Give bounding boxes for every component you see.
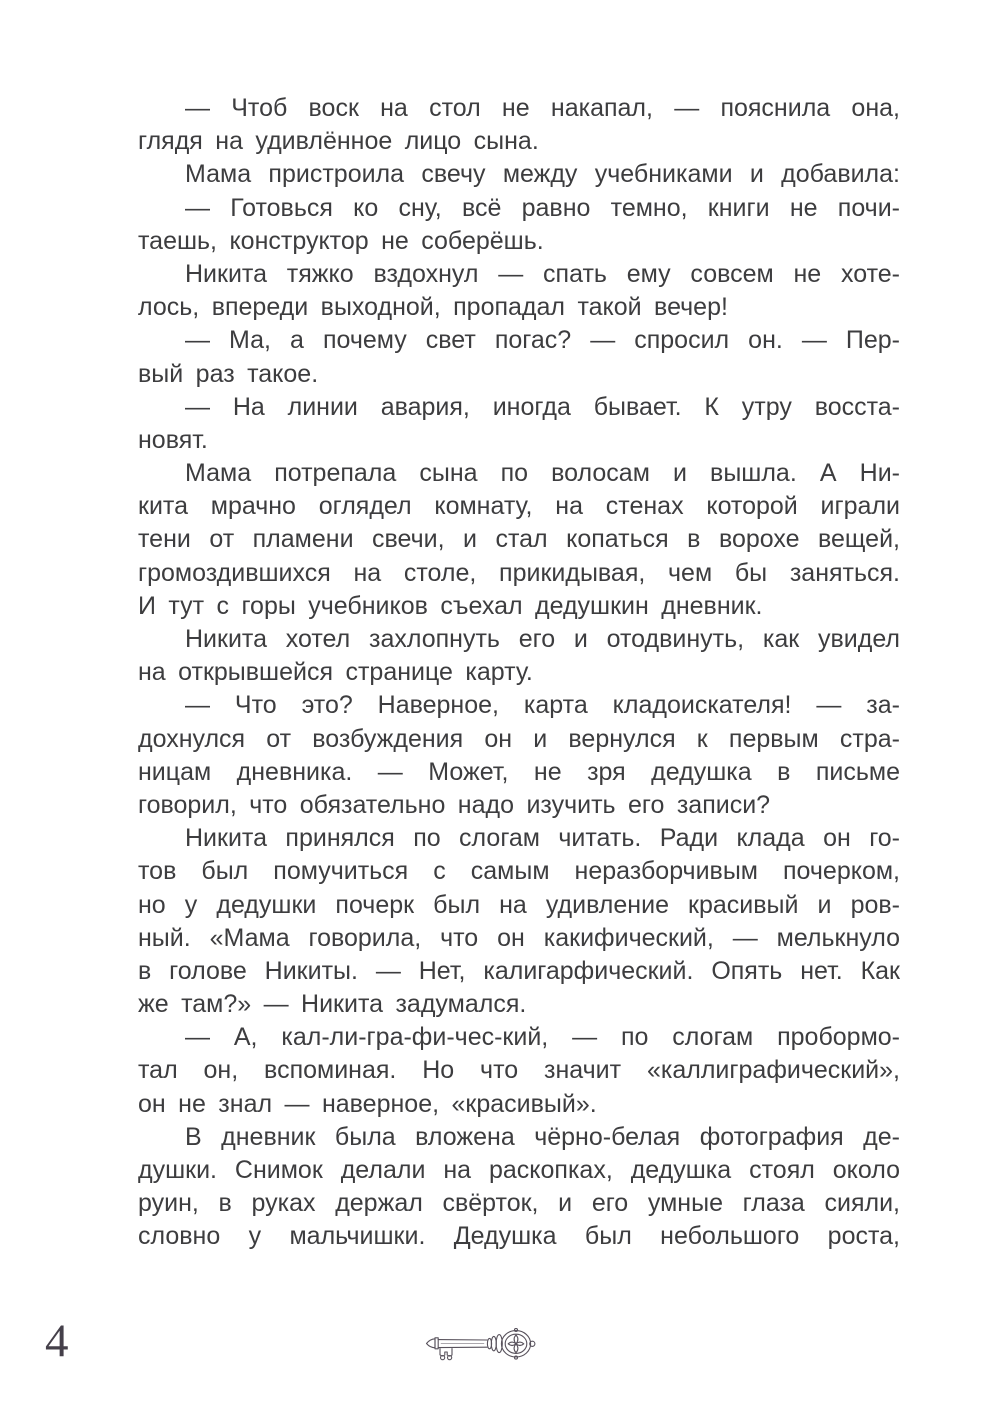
- text-line: тов был помучиться с самым неразборчивым почерком,: [138, 857, 900, 886]
- text-line: говорил, что обязательно надо изучить его записи?: [138, 790, 771, 819]
- text-line: он не знал — наверное, «красивый».: [138, 1089, 597, 1118]
- paragraph: [138, 324, 900, 390]
- text-line: громоздившихся на столе, прикидывая, чем бы заняться.: [138, 558, 900, 587]
- paragraph: [138, 92, 900, 158]
- text-line: И тут с горы учебников съехал дедушкин дневник.: [138, 591, 763, 620]
- key-ornament-icon: [423, 1328, 536, 1368]
- text-line: словно у мальчишки. Дедушка был небольшого роста,: [138, 1222, 900, 1251]
- text-line: таешь, конструктор не соберёшь.: [138, 226, 544, 255]
- text-line: лось, впереди выходной, пропадал такой вечер!: [138, 293, 728, 322]
- text-line: — Ма, а почему свет погас? — спросил он. — Пер-: [185, 326, 900, 355]
- text-line: но у дедушки почерк был на удивление красивый и ров-: [138, 890, 900, 919]
- text-line: — На линии авария, иногда бывает. К утру восста-: [185, 392, 900, 421]
- text-block: [138, 92, 900, 1254]
- text-line: ницам дневника. — Может, не зря дедушка в письме: [138, 757, 900, 786]
- paragraph: [138, 158, 900, 191]
- text-line: Никита принялся по слогам читать. Ради клада он го-: [185, 824, 900, 853]
- paragraph: [138, 1121, 900, 1254]
- paragraph: [138, 689, 900, 822]
- page-number: 4: [45, 1315, 69, 1367]
- text-line: на открывшейся странице карту.: [138, 658, 533, 687]
- text-line: руин, в руках держал свёрток, и его умные глаза сияли,: [138, 1189, 900, 1218]
- paragraph: [138, 623, 900, 689]
- paragraph: [138, 192, 900, 258]
- text-line: кита мрачно оглядел комнату, на стенах которой играли: [138, 492, 900, 521]
- text-line: душки. Снимок делали на раскопках, дедушка стоял около: [138, 1156, 900, 1184]
- text-line: же там?» — Никита задумался.: [138, 990, 527, 1019]
- text-line: Никита тяжко вздохнул — спать ему совсем не хоте-: [185, 259, 900, 288]
- text-line: тени от пламени свечи, и стал копаться в ворохе вещей,: [138, 525, 900, 554]
- paragraph: [138, 822, 900, 1021]
- text-line: ный. «Мама говорила, что он какифический, — мелькнуло: [138, 923, 900, 952]
- text-line: тал он, вспоминая. Но что значит «каллиграфический»,: [138, 1056, 900, 1085]
- paragraph: [138, 1021, 900, 1121]
- text-line: В дневник была вложена чёрно-белая фотография де-: [185, 1122, 900, 1151]
- text-line: вый раз такое.: [138, 359, 319, 388]
- text-line: — Чтоб воск на стол не накапал, — пояснила она,: [185, 94, 900, 122]
- text-line: — Готовься ко сну, всё равно темно, книги не почи-: [185, 193, 900, 222]
- paragraph: [138, 391, 900, 457]
- text-line: Мама пристроила свечу между учебниками и добавила:: [185, 160, 900, 189]
- text-line: дохнулся от возбуждения он и вернулся к первым стра-: [138, 724, 900, 753]
- text-line: — Что это? Наверное, карта кладоискателя! — за-: [185, 691, 900, 720]
- text-line: в голове Никиты. — Нет, калигарфический. Опять нет. Как: [138, 956, 900, 985]
- text-line: — А, кал-ли-гра-фи-чес-кий, — по слогам пробормо-: [185, 1023, 900, 1052]
- paragraph: [138, 258, 900, 324]
- paragraph: [138, 457, 900, 623]
- text-line: новят.: [138, 425, 208, 454]
- text-line: Никита хотел захлопнуть его и отодвинуть, как увидел: [185, 625, 900, 653]
- text-line: глядя на удивлённое лицо сына.: [138, 127, 539, 156]
- text-line: Мама потрепала сына по волосам и вышла. А Ни-: [185, 459, 900, 488]
